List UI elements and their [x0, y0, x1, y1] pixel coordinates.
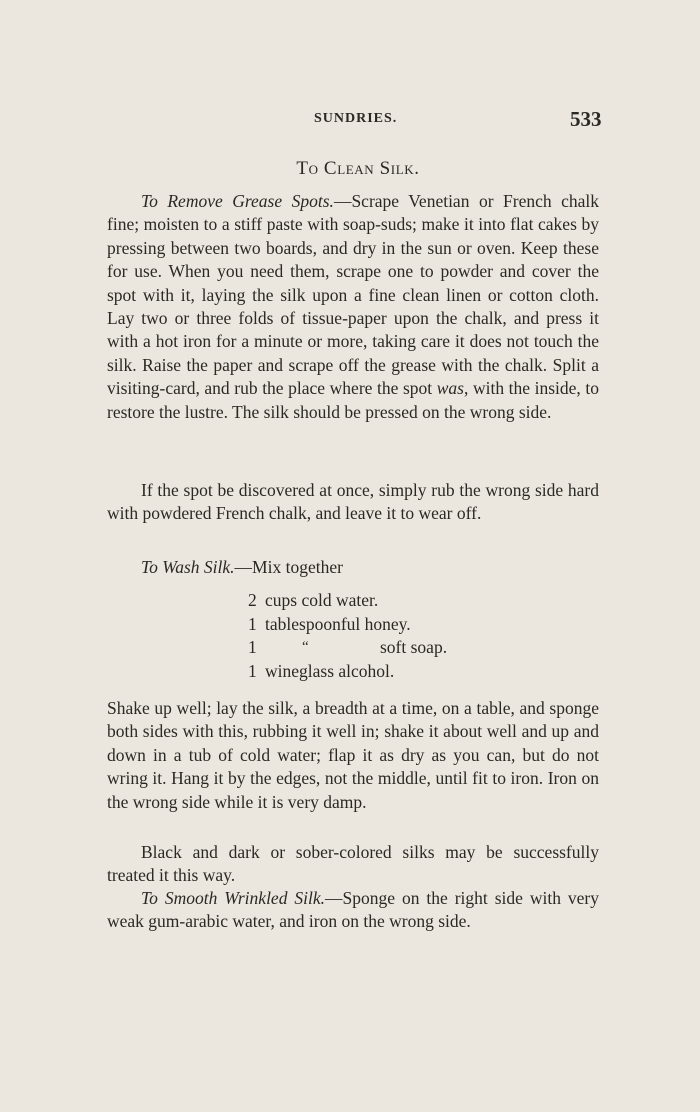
ingredient-name: soft soap. — [380, 637, 448, 657]
paragraph-shake-up — [107, 697, 599, 814]
ditto-mark: “ — [302, 639, 309, 655]
ingredient-name: cups cold water. — [265, 590, 379, 610]
section-title: To Clean Silk. — [296, 158, 420, 179]
ingredient-name: tablespoonful honey. — [265, 613, 411, 634]
ingredient-quantity: 1 — [248, 660, 257, 681]
emphasis-was: was — [436, 378, 464, 399]
subheading-remove-grease: To Remove Grease Spots. — [141, 191, 334, 211]
paragraph-text-tail: , with the inside, to restore the lustre. The silk should be pressed on the wrong side. — [107, 378, 600, 422]
paragraph-text: —Mix together — [234, 557, 343, 577]
subheading-smooth-wrinkled: To Smooth Wrinkled Silk. — [141, 888, 326, 908]
paragraph-wash-silk — [107, 556, 599, 579]
page-header — [0, 109, 700, 133]
subheading-wash-silk: To Wash Silk. — [141, 557, 235, 577]
page-number: 533 — [570, 107, 602, 131]
ingredient-name: wineglass alcohol. — [265, 660, 395, 681]
paragraph-text: Black and dark or sober-colored silks may be successfully treated it this way. — [107, 842, 599, 886]
paragraph-text: Shake up well; lay the silk, a breadth at a time, on a table, and sponge both sides with this, rubbing it well in; shake it about well and up and down in a tub of cold water; flap it as dry as you can, but do not wring it. Hang it by the edges, not the middle, until fit to iron. Iron on the wrong side while it is very damp. — [107, 698, 599, 812]
ingredient-quantity: 1 — [248, 637, 257, 657]
paragraph-dark-silks — [107, 841, 599, 888]
paragraph-discovered-at-once — [107, 479, 599, 526]
ingredient-quantity: 1 — [248, 613, 257, 634]
running-head: SUNDRIES. — [314, 111, 398, 126]
ingredient-quantity: 2 — [248, 590, 257, 610]
paragraph-text: If the spot be discovered at once, simply rub the wrong side hard with powdered French chalk, and leave it to wear off. — [107, 480, 599, 524]
paragraph-text: —Scrape Venetian or French chalk fine; moisten to a stiff paste with soap-suds; make it into flat cakes by pressing between two boards, and dry in the sun or oven. Keep these for use. When you need them, scrape one to powder and cover the spot with it, laying the silk upon a fine clean linen or cotton cloth. Lay two or three folds of tissue-paper upon the chalk, and press it with a hot iron for a minute or more, taking care it does not touch the silk. Raise the paper and scrape off the grease with the chalk. Split a visiting-card, and rub the place where the spot — [107, 191, 600, 399]
paragraph-text: —Sponge on the right side with very weak gum-arabic water, and iron on the wrong side. — [107, 888, 599, 932]
paragraph-smooth-wrinkled — [107, 887, 599, 934]
paragraph-remove-grease — [107, 190, 599, 424]
